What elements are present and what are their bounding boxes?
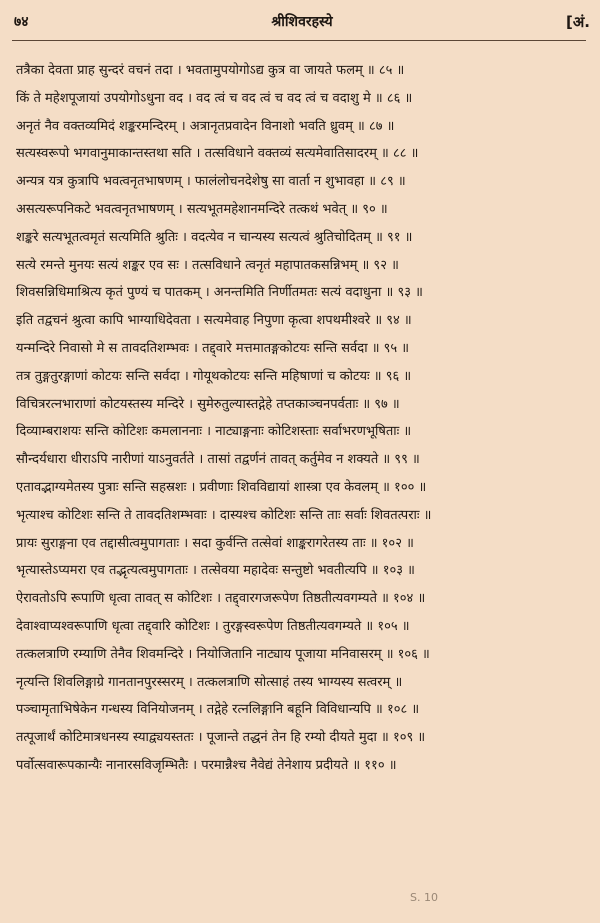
section-mark: [अं. bbox=[565, 13, 590, 31]
verse-line: शिवसन्निधिमाश्रित्य कृतं पुण्यं च पातकम् । अनन्तमिति निर्णीतमतः सत्यं वदाधुना ॥ ९३ ॥ bbox=[16, 285, 423, 301]
verse-line: दिव्याम्बराशयः सन्ति कोटिशः कमलाननाः । नाट्याङ्गनाः कोटिशस्ताः सर्वाभरणभूषिताः ॥ bbox=[16, 424, 412, 440]
verse-line: शङ्करे सत्यभूतत्वमृतं सत्यमिति श्रुतिः । वदत्येव न चान्यस्य सत्यत्वं श्रुतिचोदितम् ॥ ९१ ॥ bbox=[16, 229, 413, 245]
verse-line: पर्वोत्सवारूपकान्यैः नानारसविजृम्भितैः । परमान्नैश्च नैवेद्यं तेनेशाय प्रदीयते ॥ ११० ॥ bbox=[16, 757, 397, 773]
page-number: ७४ bbox=[14, 14, 29, 30]
verse-line: तत्रैका देवता प्राह सुन्दरं वचनं तदा । भवतामुपयोगोऽद्य कुत्र वा जायते फलम् ॥ ८५ ॥ bbox=[16, 63, 405, 78]
verse-line: एतावद्भाग्यमेतस्य पुत्राः सन्ति सहस्रशः । प्रवीणाः शिवविद्यायां शास्त्रा एव केवलम् ॥ १०० ॥ bbox=[16, 479, 427, 495]
page-header bbox=[14, 12, 590, 34]
verse-line: विचित्ररत्नभाराणां कोटयस्तस्य मन्दिरे । सुमेरुतुल्यास्तद्गेहे तप्तकाञ्चनपर्वताः ॥ ९७ ॥ bbox=[16, 396, 400, 412]
verse-line: सत्यस्वरूपो भगवानुमाकान्तस्तथा सति । तत्सविधाने वक्तव्यं सत्यमेवातिसादरम् ॥ ८८ ॥ bbox=[16, 146, 419, 162]
verse-line: नृत्यन्ति शिवलिङ्गाग्रे गानतानपुरस्सरम् । तत्कलत्राणि सोत्साहं तस्य भाग्यस्य सत्वरम् ॥ bbox=[16, 674, 403, 690]
verse-block bbox=[16, 57, 594, 780]
verse-line: तत्पूजार्थं कोटिमात्रधनस्य स्याद्व्ययस्ततः । पूजान्ते तद्धनं तेन हि रम्यो दीयते मुदा ॥ १०९ ॥ bbox=[16, 730, 426, 746]
verse-line: तत्र तुङ्गतुरङ्गाणां कोटयः सन्ति सर्वदा । गोयूथकोटयः सन्ति महिषाणां च कोटयः ॥ ९६ ॥ bbox=[16, 368, 412, 384]
verse-line: किं ते महेशपूजायां उपयोगोऽधुना वद । वद त्वं च वद त्वं च वद त्वं च वदाशु मे ॥ ८६ ॥ bbox=[16, 90, 413, 106]
verse-line: इति तद्वचनं श्रुत्वा कापि भाग्याधिदेवता । सत्यमेवाह निपुणा कृत्वा शपथमीश्वरे ॥ ९४ ॥ bbox=[16, 313, 412, 329]
verse-line: भृत्यास्तेऽप्यमरा एव तद्भृत्यत्वमुपागताः । तत्सेवया महादेवः सन्तुष्टो भवतीत्यपि ॥ १०३ ॥ bbox=[16, 563, 415, 579]
verse-line: भृत्याश्च कोटिशः सन्ति ते तावदतिशम्भवाः । दास्यश्च कोटिशः सन्ति ताः सर्वाः शिवतत्पराः ॥ bbox=[16, 507, 432, 523]
verse-line: पञ्चामृताभिषेकेन गन्धस्य विनियोजनम् । तद्गेहे रत्नलिङ्गानि बहूनि विविधान्यपि ॥ १०८ ॥ bbox=[16, 702, 420, 718]
verse-line: अनृतं नैव वक्तव्यमिदं शङ्करमन्दिरम् । अत्रानृतप्रवादेन विनाशो भवति ध्रुवम् ॥ ८७ ॥ bbox=[16, 118, 395, 134]
running-title: श्रीशिवरहस्ये bbox=[271, 14, 333, 30]
verse-line: सत्ये रमन्ते मुनयः सत्यं शङ्कर एव सः । तत्सविधाने त्वनृतं महापातकसन्निभम् ॥ ९२ ॥ bbox=[16, 257, 399, 273]
verse-line: असत्यरूपनिकटे भवत्वनृतभाषणम् । सत्यभूतमहेशानमन्दिरे तत्कथं भवेत् ॥ ९० ॥ bbox=[16, 201, 388, 217]
verse-line: देवाश्वाप्यश्वरूपाणि धृत्वा तद्द्वारि कोटिशः । तुरङ्गस्वरूपेण तिष्ठतीत्यवगम्यते ॥ १०५ ॥ bbox=[16, 618, 410, 634]
verse-line: तत्कलत्राणि रम्याणि तेनैव शिवमन्दिरे । नियोजितानि नाट्याय पूजाया मनिवासरम् ॥ १०६ ॥ bbox=[16, 646, 430, 662]
header-rule bbox=[12, 40, 586, 41]
verse-line: प्रायः सुराङ्गना एव तद्दासीत्वमुपागताः । सदा कुर्वन्ति तत्सेवां शाङ्करागरेतस्य ताः ॥ १०२ ॥ bbox=[16, 535, 414, 551]
signature-mark: S. 10 bbox=[410, 891, 438, 904]
verse-line: यन्मन्दिरे निवासो मे स तावदतिशम्भवः । तद्द्वारे मत्तमातङ्गकोटयः सन्ति सर्वदा ॥ ९५ ॥ bbox=[16, 340, 410, 356]
verse-line: ऐरावतोऽपि रूपाणि धृत्वा तावत् स कोटिशः । तद्द्वारगजरूपेण तिष्ठतीत्यवगम्यते ॥ १०४ ॥ bbox=[16, 591, 426, 607]
verse-line: सौन्दर्यधारा धीराऽपि नारीणां याऽनुवर्तते । तासां तद्वर्णनं तावत् कर्तुमेव न शक्यते ॥ ९९ ॥ bbox=[16, 452, 420, 468]
verse-line: अन्यत्र यत्र कुत्रापि भवत्वनृतभाषणम् । फालंलोचनदेशेषु सा वार्ता न शुभावहा ॥ ८९ ॥ bbox=[16, 174, 406, 190]
